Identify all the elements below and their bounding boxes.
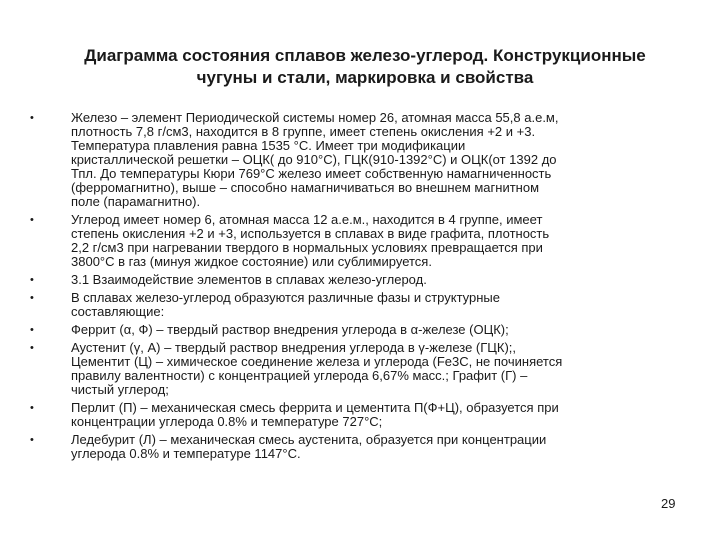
bullet-text-line: 2,2 г/см3 при нагревании твердого в нормальных условиях превращается при (71, 240, 543, 255)
bullet-text-line: плотность 7,8 г/см3, находится в 8 группе, имеет степень окисления +2 и +3. (71, 124, 536, 139)
bullet-text (71, 273, 690, 287)
bullet-item (30, 111, 690, 209)
bullet-text-line: углерода 0.8% и температуре 1147°С. (71, 446, 301, 461)
bullet-text-line: чистый углерод; (71, 382, 169, 397)
bullet-item (30, 323, 690, 337)
bullet-item (30, 433, 690, 461)
bullet-text-line: концентрации углерода 0.8% и температуре 727°С; (71, 414, 383, 429)
bullet-marker: • (30, 434, 34, 446)
bullet-marker: • (30, 292, 34, 304)
bullet-text-line: Температура плавления равна 1535 °С. Имеет три модификации (71, 138, 466, 153)
bullet-text-line: Цементит (Ц) – химическое соединение железа и углерода (Fe3C, не починяется (71, 354, 563, 369)
bullet-marker: • (30, 274, 34, 286)
bullet-item (30, 273, 690, 287)
bullet-text-line: Феррит (α, Ф) – твердый раствор внедрения углерода в α-железе (ОЦК); (71, 322, 509, 337)
bullet-marker: • (30, 214, 34, 226)
bullet-text (71, 213, 690, 269)
bullet-text-line: составляющие: (71, 304, 165, 319)
page-number: 29 (661, 496, 676, 511)
bullet-text-line: Железо – элемент Периодической системы номер 26, атомная масса 55,8 а.е.м, (71, 110, 559, 125)
bullet-text-line: Тпл. До температуры Кюри 769°С железо имеет собственную намагниченность (71, 166, 552, 181)
bullet-text-line: 3.1 Взаимодействие элементов в сплавах железо-углерод. (71, 272, 427, 287)
bullet-text (71, 401, 690, 429)
bullet-list (30, 111, 690, 465)
slide-title-line: Диаграмма состояния сплавов железо-углерод. Конструкционные (84, 46, 646, 65)
bullet-text-line: 3800°С в газ (минуя жидкое состояние) или сублимируется. (71, 254, 432, 269)
bullet-text-line: кристаллической решетки – ОЦК( до 910°С), ГЦК(910-1392°С) и ОЦК(от 1392 до (71, 152, 557, 167)
bullet-item (30, 213, 690, 269)
slide-title-line: чугуны и стали, маркировка и свойства (196, 68, 534, 87)
bullet-marker: • (30, 112, 34, 124)
bullet-text (71, 291, 690, 319)
bullet-item (30, 341, 690, 397)
bullet-marker: • (30, 324, 34, 336)
bullet-text-line: поле (парамагнитно). (71, 194, 201, 209)
slide-title (40, 45, 690, 89)
bullet-text (71, 341, 690, 397)
bullet-text (71, 111, 690, 209)
bullet-text-line: степень окисления +2 и +3, используется в сплавах в виде графита, плотность (71, 226, 550, 241)
bullet-text (71, 323, 690, 337)
bullet-text-line: Углерод имеет номер 6, атомная масса 12 а.е.м., находится в 4 группе, имеет (71, 212, 543, 227)
bullet-text-line: Аустенит (γ, А) – твердый раствор внедрения углерода в γ-железе (ГЦК);, (71, 340, 517, 355)
bullet-text-line: Перлит (П) – механическая смесь феррита и цементита П(Ф+Ц), образуется при (71, 400, 559, 415)
bullet-text (71, 433, 690, 461)
bullet-marker: • (30, 342, 34, 354)
bullet-text-line: В сплавах железо-углерод образуются различные фазы и структурные (71, 290, 500, 305)
bullet-marker: • (30, 402, 34, 414)
bullet-text-line: правилу валентности) с концентрацией углерода 6,67% масс.; Графит (Г) – (71, 368, 528, 383)
bullet-text-line: Ледебурит (Л) – механическая смесь аустенита, образуется при концентрации (71, 432, 547, 447)
bullet-text-line: (ферромагнитно), выше – способно намагничиваться во внешнем магнитном (71, 180, 540, 195)
bullet-item (30, 291, 690, 319)
bullet-item (30, 401, 690, 429)
